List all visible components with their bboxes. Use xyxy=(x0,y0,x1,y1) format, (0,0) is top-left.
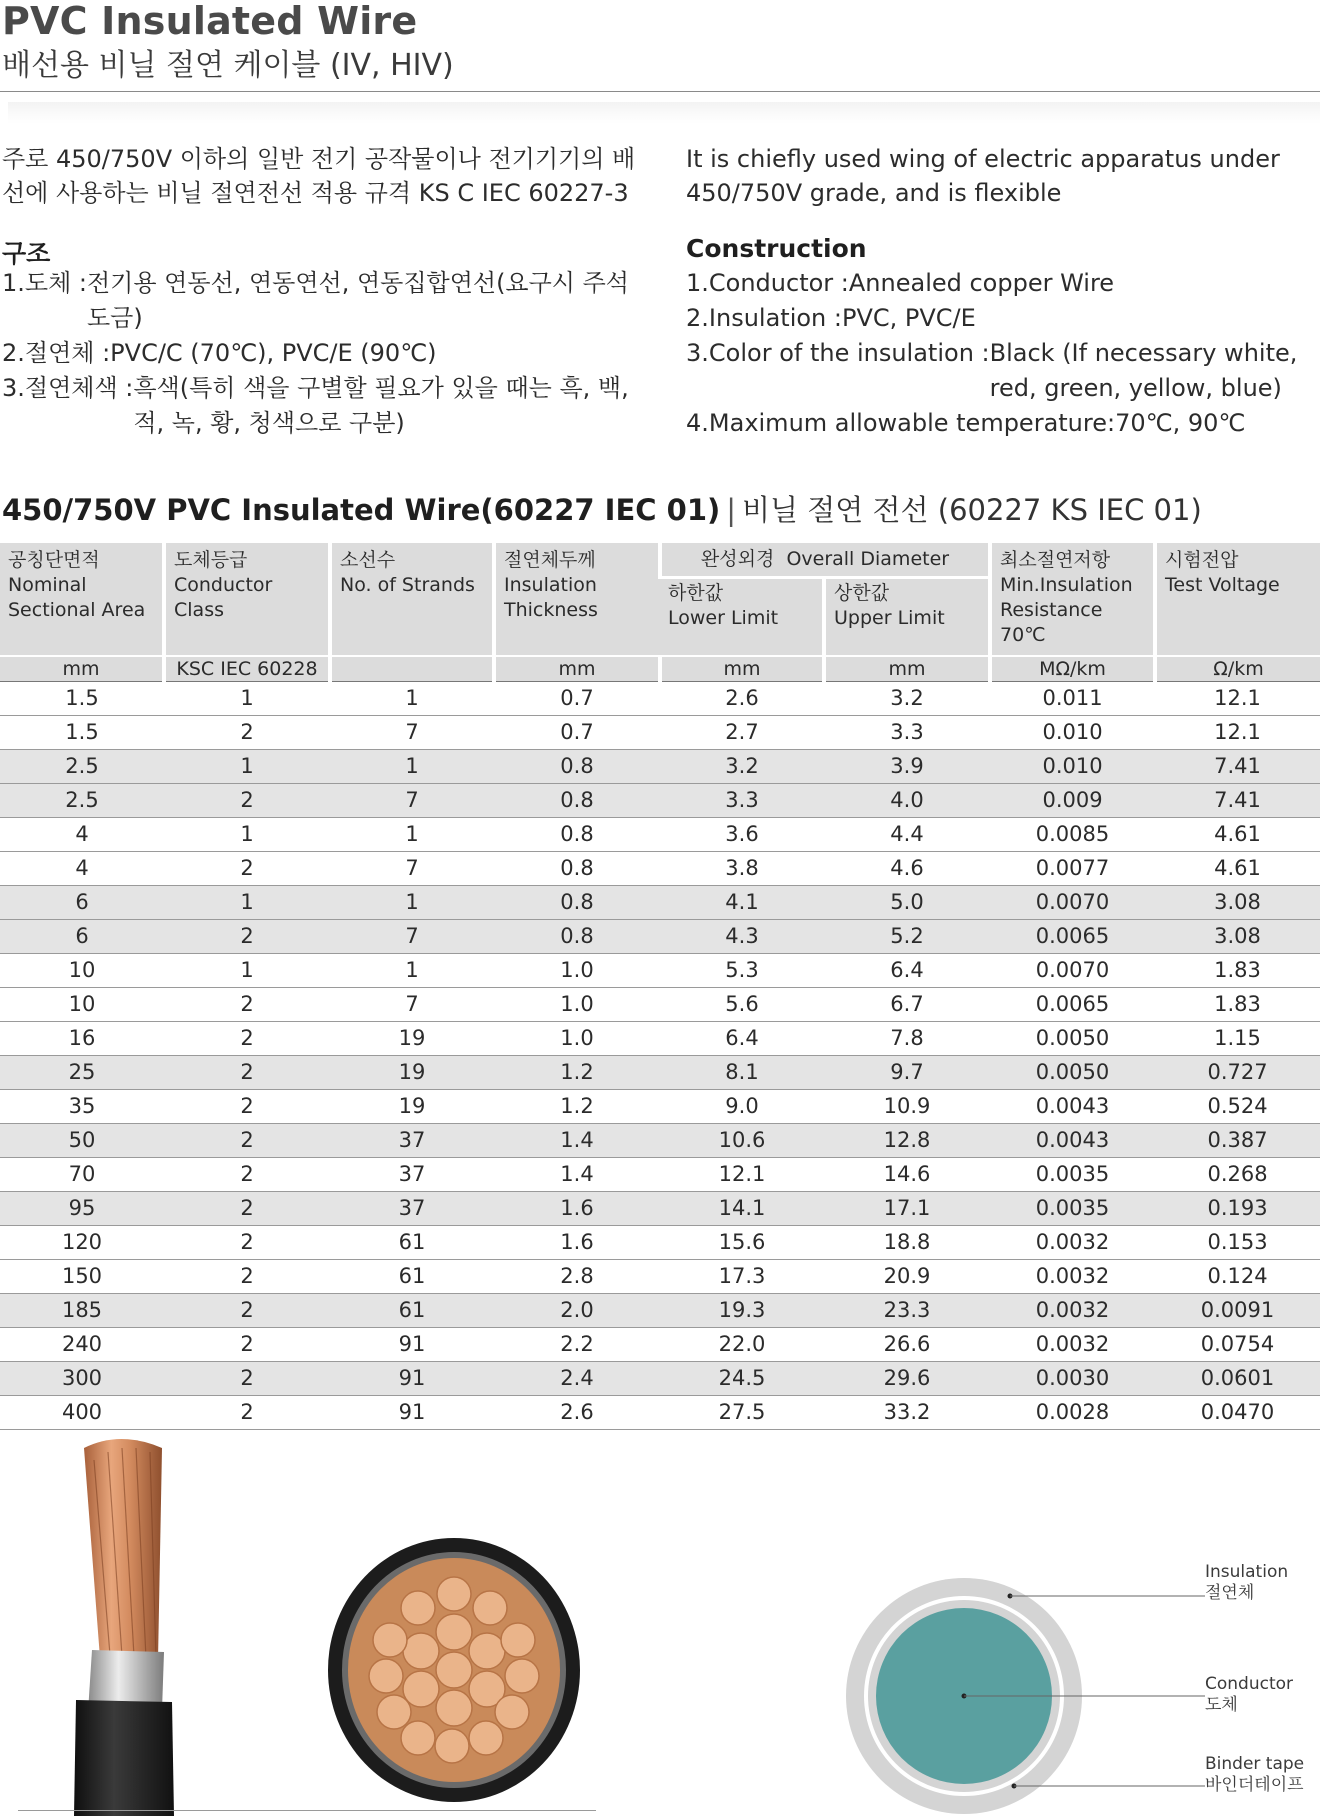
table-cell: 2.2 xyxy=(494,1328,660,1362)
table-cell: 7.8 xyxy=(824,1022,990,1056)
header-ko: 최소절연저항 xyxy=(1000,549,1111,571)
table-cell: 5.2 xyxy=(824,920,990,954)
table-cell: 7 xyxy=(330,920,494,954)
table-cell: 1.0 xyxy=(494,954,660,988)
table-cell: 0.0085 xyxy=(990,818,1155,852)
table-cell: 2 xyxy=(164,1226,330,1260)
table-cell: 2 xyxy=(164,852,330,886)
table-row xyxy=(0,920,1320,954)
table-row xyxy=(0,1328,1320,1362)
unit-cell: KSC IEC 60228 xyxy=(164,656,330,682)
table-cell: 0.0043 xyxy=(990,1090,1155,1124)
table-cell: 10.9 xyxy=(824,1090,990,1124)
table-cell: 14.6 xyxy=(824,1158,990,1192)
header-en: 70℃ xyxy=(1000,624,1046,646)
table-cell: 0.0035 xyxy=(990,1158,1155,1192)
table-cell: 5.6 xyxy=(660,988,824,1022)
table-cell: 10 xyxy=(0,988,164,1022)
table-cell: 4.3 xyxy=(660,920,824,954)
table-cell: 0.0070 xyxy=(990,886,1155,920)
unit-cell xyxy=(330,656,494,682)
header-en: Min.Insulation xyxy=(1000,574,1133,596)
table-cell: 61 xyxy=(330,1226,494,1260)
table-cell: 2 xyxy=(164,716,330,750)
table-cell: 4.4 xyxy=(824,818,990,852)
table-cell: 0.0050 xyxy=(990,1056,1155,1090)
table-cell: 10.6 xyxy=(660,1124,824,1158)
item-value: 흑색(특히 색을 구별할 필요가 있을 때는 흑, 백, 적, 녹, 황, 청색으로 구분) xyxy=(133,374,629,437)
item-value: Black (If necessary white, red, green, yellow, blue) xyxy=(989,339,1298,402)
table-cell: 3.3 xyxy=(660,784,824,818)
header-ko: 하한값 xyxy=(668,582,724,604)
table-cell: 7 xyxy=(330,988,494,1022)
table-cell: 2 xyxy=(164,1090,330,1124)
table-cell: 2 xyxy=(164,1124,330,1158)
table-cell: 5.0 xyxy=(824,886,990,920)
unit-cell: mm xyxy=(494,656,660,682)
item-label: 2.절연체 : xyxy=(2,339,111,367)
table-cell: 1 xyxy=(164,750,330,784)
table-cell: 0.0091 xyxy=(1155,1294,1320,1328)
table-cell: 14.1 xyxy=(660,1192,824,1226)
table-cell: 0.011 xyxy=(990,682,1155,716)
table-cell: 24.5 xyxy=(660,1362,824,1396)
item-value: 70℃, 90℃ xyxy=(1115,409,1246,437)
table-cell: 2.8 xyxy=(494,1260,660,1294)
table-cell: 16 xyxy=(0,1022,164,1056)
item-value: PVC, PVC/E xyxy=(841,304,976,332)
header-strands xyxy=(330,543,494,656)
header-en: Conductor xyxy=(174,574,273,596)
table-cell: 1.6 xyxy=(494,1226,660,1260)
table-heading xyxy=(2,492,1202,528)
table-cell: 1.2 xyxy=(494,1056,660,1090)
table-cell: 0.010 xyxy=(990,750,1155,784)
table-cell: 26.6 xyxy=(824,1328,990,1362)
table-cell: 4.0 xyxy=(824,784,990,818)
table-cell: 1.4 xyxy=(494,1158,660,1192)
table-cell: 0.124 xyxy=(1155,1260,1320,1294)
header-lower-limit xyxy=(660,578,824,657)
header-min-insulation-resistance xyxy=(990,543,1155,656)
table-cell: 0.0043 xyxy=(990,1124,1155,1158)
table-cell: 0.153 xyxy=(1155,1226,1320,1260)
label-binder-tape xyxy=(1205,1754,1304,1796)
table-row xyxy=(0,1362,1320,1396)
table-cell: 1.5 xyxy=(0,682,164,716)
table-row xyxy=(0,1260,1320,1294)
table-row xyxy=(0,852,1320,886)
diagram-leader-lines xyxy=(0,1430,1320,1816)
table-cell: 4 xyxy=(0,852,164,886)
table-body xyxy=(0,682,1320,1430)
table-cell: 1 xyxy=(330,682,494,716)
table-cell: 0.268 xyxy=(1155,1158,1320,1192)
construction-item-english xyxy=(686,301,1320,336)
header-shade-bar xyxy=(8,102,1320,124)
table-cell: 2 xyxy=(164,1056,330,1090)
table-row xyxy=(0,750,1320,784)
table-row xyxy=(0,818,1320,852)
table-cell: 0.010 xyxy=(990,716,1155,750)
unit-cell: MΩ/km xyxy=(990,656,1155,682)
table-cell: 400 xyxy=(0,1396,164,1430)
table-cell: 5.3 xyxy=(660,954,824,988)
table-cell: 1.5 xyxy=(0,716,164,750)
construction-list-korean xyxy=(2,266,642,441)
table-cell: 0.0028 xyxy=(990,1396,1155,1430)
table-cell: 0.8 xyxy=(494,852,660,886)
table-cell: 2 xyxy=(164,1260,330,1294)
label-ko: 도체 xyxy=(1205,1695,1238,1715)
table-cell: 7.41 xyxy=(1155,750,1320,784)
table-cell: 19 xyxy=(330,1056,494,1090)
table-cell: 4 xyxy=(0,818,164,852)
header-en: Upper Limit xyxy=(834,607,945,629)
table-cell: 1 xyxy=(330,954,494,988)
table-cell: 3.08 xyxy=(1155,886,1320,920)
table-cell: 0.0032 xyxy=(990,1260,1155,1294)
header-nominal-area xyxy=(0,543,164,656)
table-cell: 91 xyxy=(330,1396,494,1430)
table-row xyxy=(0,1396,1320,1430)
table-cell: 7 xyxy=(330,784,494,818)
table-cell: 91 xyxy=(330,1328,494,1362)
table-cell: 4.61 xyxy=(1155,818,1320,852)
table-cell: 0.387 xyxy=(1155,1124,1320,1158)
table-cell: 1.4 xyxy=(494,1124,660,1158)
table-cell: 29.6 xyxy=(824,1362,990,1396)
construction-title-korean: 구조 xyxy=(2,239,51,268)
table-cell: 3.6 xyxy=(660,818,824,852)
table-cell: 3.08 xyxy=(1155,920,1320,954)
table-cell: 0.8 xyxy=(494,818,660,852)
table-row xyxy=(0,1294,1320,1328)
table-cell: 1 xyxy=(164,954,330,988)
header-en: No. of Strands xyxy=(340,574,475,596)
table-cell: 0.0065 xyxy=(990,920,1155,954)
header-ko: 절연체두께 xyxy=(504,549,596,571)
unit-cell: mm xyxy=(660,656,824,682)
units-row xyxy=(0,656,1320,682)
label-conductor xyxy=(1205,1674,1293,1716)
construction-item-korean xyxy=(2,266,642,336)
table-cell: 33.2 xyxy=(824,1396,990,1430)
header-upper-limit xyxy=(824,578,990,657)
table-cell: 0.0601 xyxy=(1155,1362,1320,1396)
table-cell: 8.1 xyxy=(660,1056,824,1090)
table-row xyxy=(0,1226,1320,1260)
table-cell: 1 xyxy=(164,682,330,716)
table-cell: 0.0754 xyxy=(1155,1328,1320,1362)
table-cell: 2.5 xyxy=(0,784,164,818)
table-cell: 0.0470 xyxy=(1155,1396,1320,1430)
table-cell: 2.6 xyxy=(494,1396,660,1430)
table-cell: 0.8 xyxy=(494,750,660,784)
table-heading-english: 450/750V PVC Insulated Wire(60227 IEC 01) xyxy=(2,493,721,527)
table-cell: 50 xyxy=(0,1124,164,1158)
item-value: PVC/C (70℃), PVC/E (90℃) xyxy=(110,339,437,367)
header-overall-diameter xyxy=(660,543,990,578)
table-cell: 0.0070 xyxy=(990,954,1155,988)
table-cell: 70 xyxy=(0,1158,164,1192)
header-ko: 시험전압 xyxy=(1165,549,1239,571)
table-cell: 37 xyxy=(330,1192,494,1226)
table-row xyxy=(0,1124,1320,1158)
unit-cell: Ω/km xyxy=(1155,656,1320,682)
unit-cell: mm xyxy=(824,656,990,682)
label-en: Binder tape xyxy=(1205,1754,1305,1774)
table-row xyxy=(0,784,1320,818)
table-cell: 300 xyxy=(0,1362,164,1396)
construction-item-korean xyxy=(2,336,642,371)
header-ko: 완성외경 xyxy=(700,548,775,570)
item-label: 4.Maximum allowable temperature: xyxy=(686,409,1116,437)
header-en: Nominal xyxy=(8,574,87,596)
table-row xyxy=(0,1158,1320,1192)
intro-korean: 주로 450/750V 이하의 일반 전기 공작물이나 전기기기의 배선에 사용하는 비닐 절연전선 적용 규격 KS C IEC 60227-3 xyxy=(2,145,636,207)
table-cell: 2.0 xyxy=(494,1294,660,1328)
header-en: Overall Diameter xyxy=(786,548,950,570)
header-en: Class xyxy=(174,599,224,621)
table-cell: 2 xyxy=(164,1022,330,1056)
table-cell: 4.61 xyxy=(1155,852,1320,886)
table-cell: 2.4 xyxy=(494,1362,660,1396)
table-cell: 0.7 xyxy=(494,716,660,750)
table-cell: 0.193 xyxy=(1155,1192,1320,1226)
table-cell: 0.0077 xyxy=(990,852,1155,886)
table-cell: 0.524 xyxy=(1155,1090,1320,1124)
title-divider xyxy=(0,91,1320,92)
header-conductor-class xyxy=(164,543,330,656)
table-cell: 2 xyxy=(164,784,330,818)
table-cell: 1 xyxy=(164,886,330,920)
table-row xyxy=(0,886,1320,920)
table-cell: 1.0 xyxy=(494,988,660,1022)
table-cell: 20.9 xyxy=(824,1260,990,1294)
header-en: Resistance xyxy=(1000,599,1103,621)
item-label: 2.Insulation : xyxy=(686,304,842,332)
table-cell: 2 xyxy=(164,1362,330,1396)
table-cell: 150 xyxy=(0,1260,164,1294)
page-subtitle: 배선용 비닐 절연 케이블 (IV, HIV) xyxy=(2,48,454,83)
header-ko: 공칭단면적 xyxy=(8,549,100,571)
table-cell: 2 xyxy=(164,1294,330,1328)
table-cell: 6.7 xyxy=(824,988,990,1022)
spec-table xyxy=(0,543,1320,1430)
table-cell: 3.2 xyxy=(660,750,824,784)
table-cell: 0.0032 xyxy=(990,1294,1155,1328)
table-cell: 12.1 xyxy=(1155,682,1320,716)
table-cell: 6 xyxy=(0,886,164,920)
construction-item-english xyxy=(686,336,1320,406)
page-title: PVC Insulated Wire xyxy=(2,0,418,43)
table-cell: 91 xyxy=(330,1362,494,1396)
table-cell: 17.1 xyxy=(824,1192,990,1226)
item-label: 3.절연체색 : xyxy=(2,374,134,402)
header-test-voltage xyxy=(1155,543,1320,656)
label-ko: 절연체 xyxy=(1205,1583,1255,1603)
item-label: 1.Conductor : xyxy=(686,269,849,297)
figures-area xyxy=(0,1430,1320,1816)
header-ko: 도체등급 xyxy=(174,549,248,571)
label-insulation xyxy=(1205,1562,1288,1604)
table-cell: 35 xyxy=(0,1090,164,1124)
table-cell: 6 xyxy=(0,920,164,954)
table-cell: 95 xyxy=(0,1192,164,1226)
table-cell: 37 xyxy=(330,1158,494,1192)
label-ko: 바인더테이프 xyxy=(1205,1775,1304,1795)
header-ko: 소선수 xyxy=(340,549,396,571)
table-cell: 7.41 xyxy=(1155,784,1320,818)
table-row xyxy=(0,988,1320,1022)
table-cell: 2.7 xyxy=(660,716,824,750)
construction-item-korean xyxy=(2,371,642,441)
table-cell: 0.8 xyxy=(494,886,660,920)
table-cell: 4.6 xyxy=(824,852,990,886)
header-en: Insulation xyxy=(504,574,597,596)
table-cell: 2.5 xyxy=(0,750,164,784)
table-cell: 9.0 xyxy=(660,1090,824,1124)
table-cell: 61 xyxy=(330,1260,494,1294)
construction-item-english xyxy=(686,406,1320,441)
construction-item-english xyxy=(686,266,1320,301)
table-cell: 6.4 xyxy=(824,954,990,988)
table-cell: 7 xyxy=(330,852,494,886)
table-cell: 0.0030 xyxy=(990,1362,1155,1396)
table-cell: 1.2 xyxy=(494,1090,660,1124)
header-ko: 상한값 xyxy=(834,582,890,604)
table-cell: 1 xyxy=(164,818,330,852)
header-en: Thickness xyxy=(504,599,598,621)
table-cell: 19 xyxy=(330,1090,494,1124)
construction-title-english: Construction xyxy=(686,234,867,263)
table-cell: 3.8 xyxy=(660,852,824,886)
table-cell: 12.1 xyxy=(1155,716,1320,750)
table-cell: 185 xyxy=(0,1294,164,1328)
table-cell: 19 xyxy=(330,1022,494,1056)
table-cell: 37 xyxy=(330,1124,494,1158)
table-row xyxy=(0,954,1320,988)
construction-list-english xyxy=(686,266,1320,441)
table-cell: 3.3 xyxy=(824,716,990,750)
table-cell: 0.0032 xyxy=(990,1328,1155,1362)
image-base-line xyxy=(18,1810,596,1811)
table-cell: 1 xyxy=(330,886,494,920)
item-label: 1.도체 : xyxy=(2,269,87,297)
table-row xyxy=(0,1022,1320,1056)
table-row xyxy=(0,716,1320,750)
table-cell: 23.3 xyxy=(824,1294,990,1328)
table-cell: 0.727 xyxy=(1155,1056,1320,1090)
label-en: Conductor xyxy=(1205,1674,1294,1694)
table-cell: 0.0065 xyxy=(990,988,1155,1022)
table-cell: 2 xyxy=(164,1396,330,1430)
table-row xyxy=(0,1192,1320,1226)
table-cell: 1.15 xyxy=(1155,1022,1320,1056)
table-cell: 6.4 xyxy=(660,1022,824,1056)
table-cell: 1 xyxy=(330,818,494,852)
table-row xyxy=(0,1090,1320,1124)
unit-cell: mm xyxy=(0,656,164,682)
table-cell: 15.6 xyxy=(660,1226,824,1260)
header-insulation-thickness xyxy=(494,543,660,656)
table-cell: 18.8 xyxy=(824,1226,990,1260)
item-label: 3.Color of the insulation : xyxy=(686,339,990,367)
header-en: Sectional Area xyxy=(8,599,146,621)
table-cell: 0.8 xyxy=(494,920,660,954)
table-cell: 9.7 xyxy=(824,1056,990,1090)
table-row xyxy=(0,682,1320,716)
table-cell: 1 xyxy=(330,750,494,784)
item-value: 전기용 연동선, 연동연선, 연동집합연선(요구시 주석도금) xyxy=(86,269,629,332)
table-cell: 3.9 xyxy=(824,750,990,784)
table-cell: 240 xyxy=(0,1328,164,1362)
table-row xyxy=(0,1056,1320,1090)
table-cell: 2 xyxy=(164,1158,330,1192)
table-cell: 0.0035 xyxy=(990,1192,1155,1226)
table-cell: 2 xyxy=(164,1328,330,1362)
table-heading-korean: 비닐 절연 전선 (60227 KS IEC 01) xyxy=(742,493,1202,527)
table-cell: 2 xyxy=(164,1192,330,1226)
table-cell: 0.009 xyxy=(990,784,1155,818)
intro-english: It is chiefly used wing of electric apparatus under 450/750V grade, and is flexible xyxy=(686,145,1280,207)
table-cell: 0.0050 xyxy=(990,1022,1155,1056)
table-heading-separator: | xyxy=(726,493,737,527)
table-cell: 10 xyxy=(0,954,164,988)
header-en: Lower Limit xyxy=(668,607,779,629)
table-cell: 19.3 xyxy=(660,1294,824,1328)
table-cell: 2 xyxy=(164,920,330,954)
table-cell: 17.3 xyxy=(660,1260,824,1294)
table-cell: 1.0 xyxy=(494,1022,660,1056)
label-en: Insulation xyxy=(1205,1562,1289,1582)
table-cell: 1.83 xyxy=(1155,988,1320,1022)
table-cell: 4.1 xyxy=(660,886,824,920)
item-value: Annealed copper Wire xyxy=(848,269,1115,297)
table-cell: 1.83 xyxy=(1155,954,1320,988)
table-cell: 0.0032 xyxy=(990,1226,1155,1260)
table-cell: 1.6 xyxy=(494,1192,660,1226)
table-cell: 2.6 xyxy=(660,682,824,716)
header-en: Test Voltage xyxy=(1165,574,1280,596)
table-cell: 7 xyxy=(330,716,494,750)
table-cell: 3.2 xyxy=(824,682,990,716)
table-cell: 22.0 xyxy=(660,1328,824,1362)
table-cell: 0.8 xyxy=(494,784,660,818)
table-cell: 61 xyxy=(330,1294,494,1328)
table-cell: 27.5 xyxy=(660,1396,824,1430)
table-cell: 12.1 xyxy=(660,1158,824,1192)
table-cell: 0.7 xyxy=(494,682,660,716)
table-cell: 120 xyxy=(0,1226,164,1260)
table-cell: 2 xyxy=(164,988,330,1022)
table-cell: 25 xyxy=(0,1056,164,1090)
table-cell: 12.8 xyxy=(824,1124,990,1158)
